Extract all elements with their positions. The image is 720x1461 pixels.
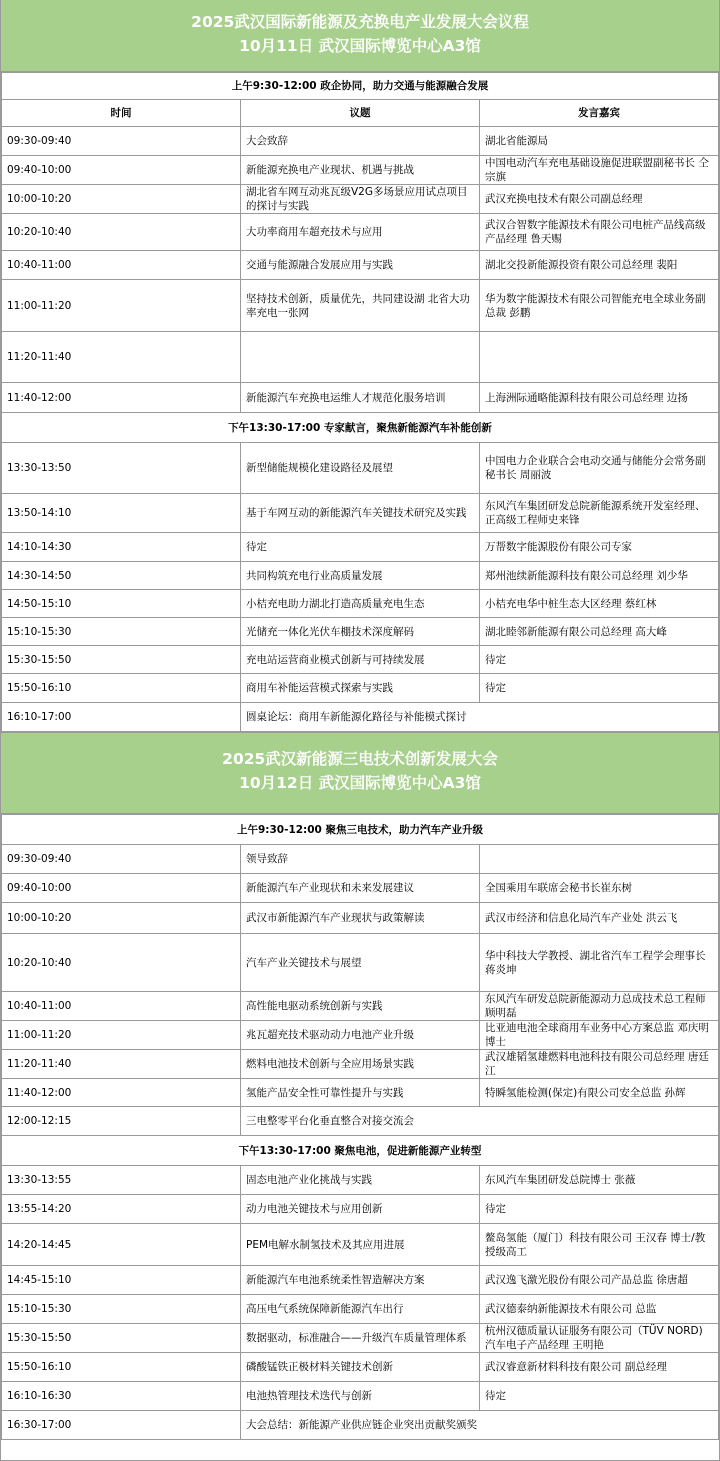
row-speaker: 武汉雄韬氢雄燃料电池科技有限公司总经理 唐廷江 <box>480 1050 719 1079</box>
day2-agenda-table <box>1 814 719 1440</box>
row-speaker: 武汉充换电技术有限公司副总经理 <box>480 185 719 214</box>
row-speaker: 全国乘用车联席会秘书长崔东树 <box>480 874 719 903</box>
row-topic: 新能源汽车充换电运维人才规范化服务培训 <box>241 383 480 413</box>
row-time: 10:40-11:00 <box>2 251 241 280</box>
row-time: 11:20-11:40 <box>2 1050 241 1079</box>
table-header-row <box>2 100 719 127</box>
row-time: 10:00-10:20 <box>2 185 241 214</box>
day1-morning-session-title <box>2 73 719 100</box>
row-time: 14:30-14:50 <box>2 562 241 590</box>
row-topic: 新能源汽车电池系统柔性智造解决方案 <box>241 1266 480 1295</box>
row-time: 15:50-16:10 <box>2 1353 241 1382</box>
row-speaker: 特瞬氢能检测(保定)有限公司安全总监 孙辉 <box>480 1079 719 1107</box>
table-row-closing <box>2 1107 719 1136</box>
row-speaker: 万帮数字能源股份有限公司专家 <box>480 533 719 562</box>
row-time: 10:20-10:40 <box>2 214 241 251</box>
day2-morning-session-title <box>2 815 719 845</box>
row-time: 10:00-10:20 <box>2 903 241 934</box>
row-speaker: 武汉逸飞激光股份有限公司产品总监 徐唐超 <box>480 1266 719 1295</box>
day1-title: 2025武汉国际新能源及充换电产业发展大会议程 <box>191 13 529 31</box>
table-row <box>2 1266 719 1295</box>
table-row <box>2 533 719 562</box>
row-speaker: 待定 <box>480 646 719 674</box>
row-topic: 圆桌论坛：商用车新能源化路径与补能模式探讨 <box>241 703 719 732</box>
day2-afternoon-session-title <box>2 1136 719 1166</box>
table-row <box>2 646 719 674</box>
table-row <box>2 903 719 934</box>
row-speaker: 湖北省能源局 <box>480 127 719 156</box>
row-time: 14:50-15:10 <box>2 590 241 618</box>
row-speaker <box>480 332 719 383</box>
table-row <box>2 562 719 590</box>
row-speaker <box>480 845 719 874</box>
day1-subtitle: 10月11日 武汉国际博览中心A3馆 <box>239 37 481 55</box>
row-speaker: 东风汽车研发总院新能源动力总成技术总工程师 顾明磊 <box>480 992 719 1021</box>
row-topic: 数据驱动，标准融合——升级汽车质量管理体系 <box>241 1324 480 1353</box>
row-topic: 新能源汽车产业现状和未来发展建议 <box>241 874 480 903</box>
row-speaker: 华为数字能源技术有限公司智能充电全球业务副总裁 彭鹏 <box>480 280 719 332</box>
row-topic: 待定 <box>241 533 480 562</box>
table-row <box>2 214 719 251</box>
row-time: 09:40-10:00 <box>2 156 241 185</box>
row-time: 11:00-11:20 <box>2 280 241 332</box>
row-time: 16:10-17:00 <box>2 703 241 732</box>
day1-afternoon-session-title-label: 下午13:30-17:00 专家献言，聚焦新能源汽车补能创新 <box>2 413 719 443</box>
row-time: 13:30-13:50 <box>2 443 241 494</box>
day2-title: 2025武汉新能源三电技术创新发展大会 <box>222 750 498 768</box>
row-topic: 固态电池产业化挑战与实践 <box>241 1166 480 1195</box>
header-time: 时间 <box>2 100 241 127</box>
table-row <box>2 156 719 185</box>
row-topic: 共同构筑充电行业高质量发展 <box>241 562 480 590</box>
table-row <box>2 1224 719 1266</box>
table-row <box>2 1295 719 1324</box>
row-speaker: 东风汽车集团研发总院新能源系统开发室经理、正高级工程师史来锋 <box>480 494 719 533</box>
row-topic: 基于车网互动的新能源汽车关键技术研究及实践 <box>241 494 480 533</box>
row-topic: 磷酸锰铁正极材料关键技术创新 <box>241 1353 480 1382</box>
table-row <box>2 1050 719 1079</box>
table-row <box>2 1079 719 1107</box>
header-topic: 议题 <box>241 100 480 127</box>
row-topic: 坚持技术创新，质量优先，共同建设湖 北省大功率充电一张网 <box>241 280 480 332</box>
day1-banner <box>1 0 719 72</box>
header-speaker: 发言嘉宾 <box>480 100 719 127</box>
table-row <box>2 992 719 1021</box>
row-time: 09:40-10:00 <box>2 874 241 903</box>
row-time: 15:50-16:10 <box>2 674 241 703</box>
day1-agenda-table <box>1 72 719 732</box>
table-row-closing <box>2 1411 719 1440</box>
row-time: 13:55-14:20 <box>2 1195 241 1224</box>
table-row <box>2 127 719 156</box>
row-speaker: 待定 <box>480 674 719 703</box>
row-time: 13:30-13:55 <box>2 1166 241 1195</box>
row-topic: 汽车产业关键技术与展望 <box>241 934 480 992</box>
table-row <box>2 1166 719 1195</box>
table-row <box>2 1195 719 1224</box>
row-topic: 光储充一体化光伏车棚技术深度解码 <box>241 618 480 646</box>
day1-morning-session-title-label: 上午9:30-12:00 政企协同，助力交通与能源融合发展 <box>2 73 719 100</box>
table-row <box>2 494 719 533</box>
row-topic: 领导致辞 <box>241 845 480 874</box>
row-topic: 商用车补能运营模式探索与实践 <box>241 674 480 703</box>
row-time: 15:30-15:50 <box>2 646 241 674</box>
row-time: 11:40-12:00 <box>2 383 241 413</box>
row-time: 09:30-09:40 <box>2 127 241 156</box>
row-time: 11:20-11:40 <box>2 332 241 383</box>
row-time: 15:30-15:50 <box>2 1324 241 1353</box>
row-speaker: 武汉市经济和信息化局汽车产业处 洪云飞 <box>480 903 719 934</box>
row-speaker: 上海洲际通略能源科技有限公司总经理 边扬 <box>480 383 719 413</box>
day2-banner <box>1 732 719 814</box>
row-time: 09:30-09:40 <box>2 845 241 874</box>
table-row <box>2 251 719 280</box>
row-topic: 充电站运营商业模式创新与可持续发展 <box>241 646 480 674</box>
row-speaker: 杭州汉德质量认证服务有限公司（TÜV NORD)汽车电子产品经理 王明艳 <box>480 1324 719 1353</box>
row-topic: 新型储能规模化建设路径及展望 <box>241 443 480 494</box>
table-row <box>2 185 719 214</box>
row-topic: 小桔充电助力湖北打造高质量充电生态 <box>241 590 480 618</box>
row-topic: PEM电解水制氢技术及其应用进展 <box>241 1224 480 1266</box>
table-row <box>2 1382 719 1411</box>
row-time: 14:45-15:10 <box>2 1266 241 1295</box>
row-topic: 氢能产品安全性可靠性提升与实践 <box>241 1079 480 1107</box>
row-time: 14:10-14:30 <box>2 533 241 562</box>
row-time: 14:20-14:45 <box>2 1224 241 1266</box>
row-time: 15:10-15:30 <box>2 618 241 646</box>
table-row <box>2 280 719 332</box>
row-topic: 高压电气系统保障新能源汽车出行 <box>241 1295 480 1324</box>
row-time: 13:50-14:10 <box>2 494 241 533</box>
row-speaker: 武汉睿意新材料科技有限公司 副总经理 <box>480 1353 719 1382</box>
row-speaker: 中国电力企业联合会电动交通与储能分会常务副秘书长 周丽波 <box>480 443 719 494</box>
row-speaker: 东风汽车集团研发总院博士 张薇 <box>480 1166 719 1195</box>
row-topic: 兆瓦超充技术驱动动力电池产业升级 <box>241 1021 480 1050</box>
day2-morning-session-title-label: 上午9:30-12:00 聚焦三电技术，助力汽车产业升级 <box>2 815 719 845</box>
row-speaker: 待定 <box>480 1195 719 1224</box>
row-speaker: 武汉合智数字能源技术有限公司电桩产品线高级产品经理 鲁天赐 <box>480 214 719 251</box>
row-speaker: 比亚迪电池全球商用车业务中心方案总监 邓庆明博士 <box>480 1021 719 1050</box>
table-row <box>2 383 719 413</box>
row-speaker: 湖北交投新能源投资有限公司总经理 裴阳 <box>480 251 719 280</box>
row-topic: 武汉市新能源汽车产业现状与政策解读 <box>241 903 480 934</box>
table-row-closing <box>2 703 719 732</box>
row-speaker: 郑州池续新能源科技有限公司总经理 刘少华 <box>480 562 719 590</box>
table-row <box>2 874 719 903</box>
table-row <box>2 443 719 494</box>
row-topic: 交通与能源融合发展应用与实践 <box>241 251 480 280</box>
row-speaker: 湖北睦邻新能源有限公司总经理 高大峰 <box>480 618 719 646</box>
row-topic: 燃料电池技术创新与全应用场景实践 <box>241 1050 480 1079</box>
row-speaker: 待定 <box>480 1382 719 1411</box>
row-topic: 电池热管理技术迭代与创新 <box>241 1382 480 1411</box>
table-row <box>2 1353 719 1382</box>
table-row <box>2 934 719 992</box>
row-time: 11:40-12:00 <box>2 1079 241 1107</box>
row-time: 15:10-15:30 <box>2 1295 241 1324</box>
row-speaker: 中国电动汽车充电基础设施促进联盟副秘书长 仝宗旗 <box>480 156 719 185</box>
row-time: 12:00-12:15 <box>2 1107 241 1136</box>
row-topic: 大会总结：新能源产业供应链企业突出贡献奖颁奖 <box>241 1411 719 1440</box>
row-topic: 大会致辞 <box>241 127 480 156</box>
row-topic: 动力电池关键技术与应用创新 <box>241 1195 480 1224</box>
table-row <box>2 1324 719 1353</box>
row-speaker: 华中科技大学教授、湖北省汽车工程学会理事长 蒋炎坤 <box>480 934 719 992</box>
row-topic: 湖北省车网互动兆瓦级V2G多场景应用试点项目的探讨与实践 <box>241 185 480 214</box>
row-time: 10:40-11:00 <box>2 992 241 1021</box>
row-topic: 新能源充换电产业现状、机遇与挑战 <box>241 156 480 185</box>
table-row <box>2 590 719 618</box>
row-topic <box>241 332 480 383</box>
row-speaker: 小桔充电华中桩生态大区经理 蔡红林 <box>480 590 719 618</box>
row-topic: 大功率商用车超充技术与应用 <box>241 214 480 251</box>
row-time: 16:10-16:30 <box>2 1382 241 1411</box>
row-speaker: 武汉德泰纳新能源技术有限公司 总监 <box>480 1295 719 1324</box>
row-time: 16:30-17:00 <box>2 1411 241 1440</box>
day2-afternoon-session-title-label: 下午13:30-17:00 聚焦电池，促进新能源产业转型 <box>2 1136 719 1166</box>
row-speaker: 鳌岛氢能（厦门）科技有限公司 王汉春 博士/教授级高工 <box>480 1224 719 1266</box>
table-row <box>2 674 719 703</box>
table-row <box>2 845 719 874</box>
row-topic: 高性能电驱动系统创新与实践 <box>241 992 480 1021</box>
row-time: 10:20-10:40 <box>2 934 241 992</box>
table-row <box>2 1021 719 1050</box>
day1-afternoon-session-title <box>2 413 719 443</box>
day2-subtitle: 10月12日 武汉国际博览中心A3馆 <box>239 774 481 792</box>
row-topic: 三电整零平台化垂直整合对接交流会 <box>241 1107 719 1136</box>
table-row <box>2 332 719 383</box>
table-row <box>2 618 719 646</box>
row-time: 11:00-11:20 <box>2 1021 241 1050</box>
